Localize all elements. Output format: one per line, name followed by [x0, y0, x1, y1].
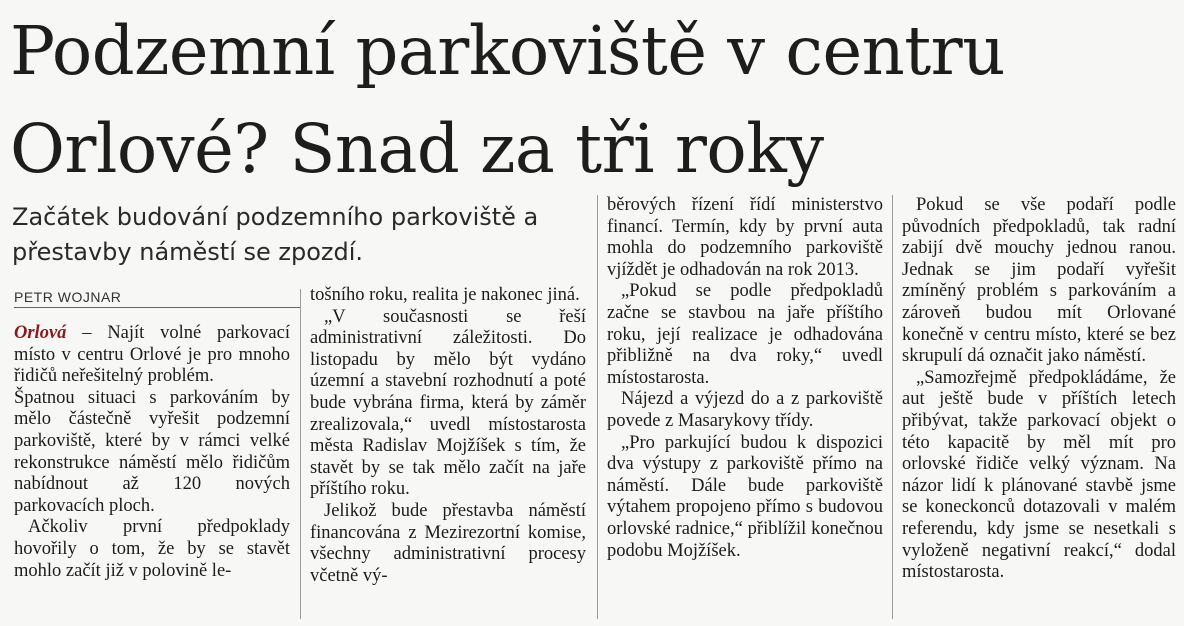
headline: Podzemní parkoviště v centru Orlové? Snad za tři roky [10, 12, 1005, 188]
paragraph: Špatnou situaci s parkováním by mělo částečně vyřešit podzemní parkoviště, které by v rámci velké rekonstrukce náměstí mělo řidičům nabídnout až 120 nových parkovacích ploch. [14, 387, 290, 516]
paragraph: Pokud se vše podaří podle původních předpokladů, tak radní zabijí dvě mouchy jednou ranou. Jednak se jim podaří vyřešit zmíněný problém s parkováním a zároveň budou mít Orlované konečně v centru místo, které se bez skrupulí dá označit jako náměstí. [902, 195, 1176, 367]
column-divider [300, 289, 301, 619]
article-column-3 [607, 195, 883, 562]
lead-text: – Najít volné parkovací místo v centru Orlové je pro mnoho řidičů neřešitelný problém. [14, 323, 290, 387]
article-column-1 [14, 323, 290, 582]
paragraph: běrových řízení řídí ministerstvo financí. Termín, kdy by první auta mohla do podzemního parkoviště vjíždět je odhadován na rok 2013. [607, 195, 883, 280]
paragraph: „Samozřejmě předpokládáme, že aut ještě bude v příštích letech přibývat, takže parkovací objekt o této kapacitě by měl mít pro orlovské řidiče velký význam. Na názor lidí k plánované stavbě jsme se koneckonců dotazovali v malém referendu, kdy jsme se nesetkali s vyloženě negativní reakcí,“ dodal místostarosta. [902, 367, 1176, 583]
lead-paragraph [14, 323, 290, 388]
byline: PETR WOJNAR [14, 289, 300, 308]
article-column-2 [310, 285, 586, 587]
paragraph: Nájezd a výjezd do a z parkoviště povede z Masarykovy třídy. [607, 389, 883, 431]
paragraph: Jelikož bude přestavba náměstí financována z Mezirezortní komise, všechny administrativní procesy včetně vý- [310, 500, 586, 586]
column-divider [597, 195, 598, 619]
paragraph: „Pro parkující budou k dispozici dva výstupy z parkoviště přímo na náměstí. Dále bude parkoviště výtahem propojeno přímo s budovou orlovské radnice,“ přiblížil konečnou podobu Mojžíšek. [607, 432, 883, 561]
paragraph: Ačkoliv první předpoklady hovořily o tom, že by se stavět mohlo začít již v polovině le- [14, 517, 290, 581]
column-divider [892, 195, 893, 619]
subtitle: Začátek budování podzemního parkoviště a přestavby náměstí se zpozdí. [12, 203, 539, 266]
place-name: Orlová [14, 323, 67, 343]
paragraph: tošního roku, realita je nakonec jiná. [310, 285, 580, 305]
paragraph: „Pokud se podle předpokladů začne se stavbou na jaře příštího roku, její realizace je odhadována přibližně na dva roky,“ uvedl místostarosta. [607, 281, 883, 388]
article-column-4 [902, 195, 1176, 584]
paragraph: „V současnosti se řeší administrativní záležitosti. Do listopadu by mělo být vydáno územní a stavební rozhodnutí a poté bude vybrána firma, která by záměr zrealizovala,“ uvedl místostarosta města Radislav Mojžíšek s tím, že stavět by se tak mělo začít na jaře příštího roku. [310, 306, 586, 500]
